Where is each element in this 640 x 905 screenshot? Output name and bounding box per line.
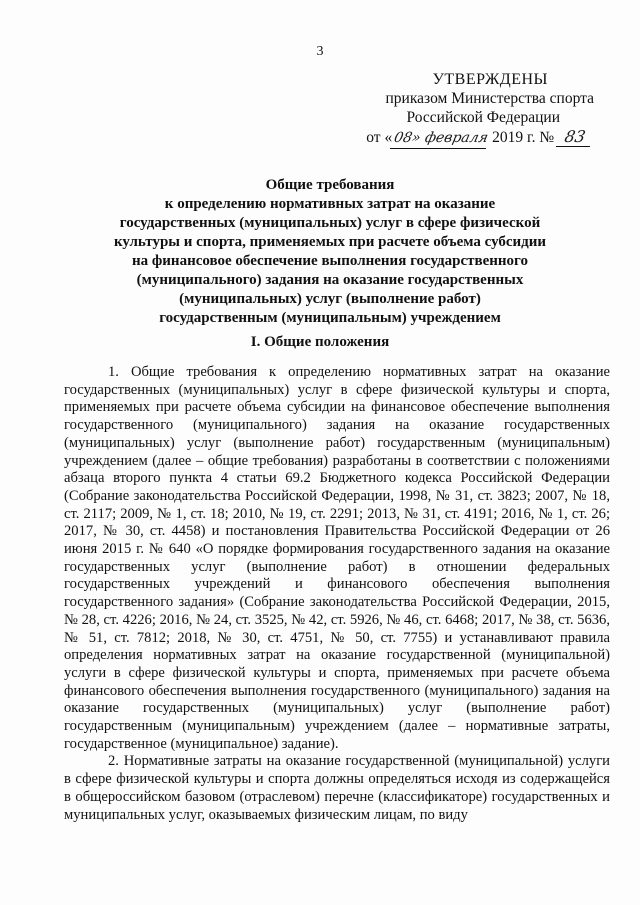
paragraph: 1. Общие требования к определению нормативных затрат на оказание государственных (муниципальных) услуг в сфере физической культуры и спорта, применяемых при расчете объема субсидии на финансовое обеспечение выполнения государственного (муниципального) задания на оказание государственных (муниципальных) услуг (выполнение работ) государственным (муниципальным) учреждением (далее – общие требования) разработаны в соответствии с положениями абзаца второго пункта 4 статьи 69.2 Бюджетного кодекса Российской Федерации (Собрание законодательства Российской Федерации, 1998, № 31, ст. 3823; 2007, № 18, ст. 2117; 2009, № 1, ст. 18; 2010, № 19, ст. 2291; 2013, № 31, ст. 4191; 2016, № 1, ст. 26; 2017, № 30, ст. 4458) и постановления Правительства Российской Федерации от 26 июня 2015 г. № 640 «О порядке формирования государственного задания на оказание государственных услуг (выполнение работ) в отношении федеральных государственных учреждений и финансового обеспечения выполнения государственного задания» (Собрание законодательства Российской Федерации, 2015, № 28, ст. 4226; 2016, № 24, ст. 3525, № 42, ст. 5926, № 46, ст. 6468; 2017, № 38, ст. 5636, № 51, ст. 7812; 2018, № 30, ст. 4751, № 50, ст. 7755) и устанавливают правила определения нормативных затрат на оказание государственной (муниципальной) услуги в сфере физической культуры и спорта, применяемых при расчете объема финансового обеспечения выполнения государственного (муниципального) задания на оказание государственных (муниципальных) услуг (выполнение работ) государственным (муниципальным) учреждением (далее – нормативные затраты, государственное (муниципальное) задание). bbox=[64, 364, 610, 752]
body-text bbox=[64, 364, 610, 824]
title-line: к определению нормативных затрат на оказание bbox=[164, 196, 496, 212]
document-title bbox=[80, 176, 580, 328]
title-line: государственных (муниципальных) услуг в сфере физической bbox=[119, 215, 541, 231]
title-line: культуры и спорта, применяемых при расчете объема субсидии bbox=[113, 234, 547, 250]
handwritten-date: 08» февраля bbox=[390, 129, 490, 149]
date-line bbox=[336, 127, 596, 149]
title-line: государственным (муниципальным) учреждением bbox=[159, 310, 501, 326]
title-line: (муниципального) задания на оказание государственных bbox=[136, 272, 524, 288]
ministry-line: Российской Федерации bbox=[406, 109, 560, 126]
section-heading: I. Общие положения bbox=[250, 334, 390, 350]
order-line: приказом Министерства спорта bbox=[385, 90, 594, 107]
approved-heading: УТВЕРЖДЕНЫ bbox=[432, 71, 548, 88]
paragraph: 2. Нормативные затраты на оказание государственной (муниципальной) услуги в сфере физической культуры и спорта должны определяться исходя из содержащейся в общероссийском базовом (отраслевом) перечне (классификаторе) государственных и муниципальных услуг, оказываемых физическим лицам, по виду bbox=[64, 753, 610, 823]
page-number: 3 bbox=[316, 44, 324, 59]
approval-block bbox=[336, 70, 596, 149]
handwritten-order-number: 83 bbox=[556, 127, 594, 147]
title-line: Общие требования bbox=[265, 177, 395, 193]
title-line: (муниципальных) услуг (выполнение работ) bbox=[179, 291, 481, 307]
year-text: 2019 г. № bbox=[492, 129, 555, 146]
title-line: на финансовое обеспечение выполнения государственного bbox=[132, 253, 528, 269]
date-prefix: от « bbox=[366, 129, 393, 146]
